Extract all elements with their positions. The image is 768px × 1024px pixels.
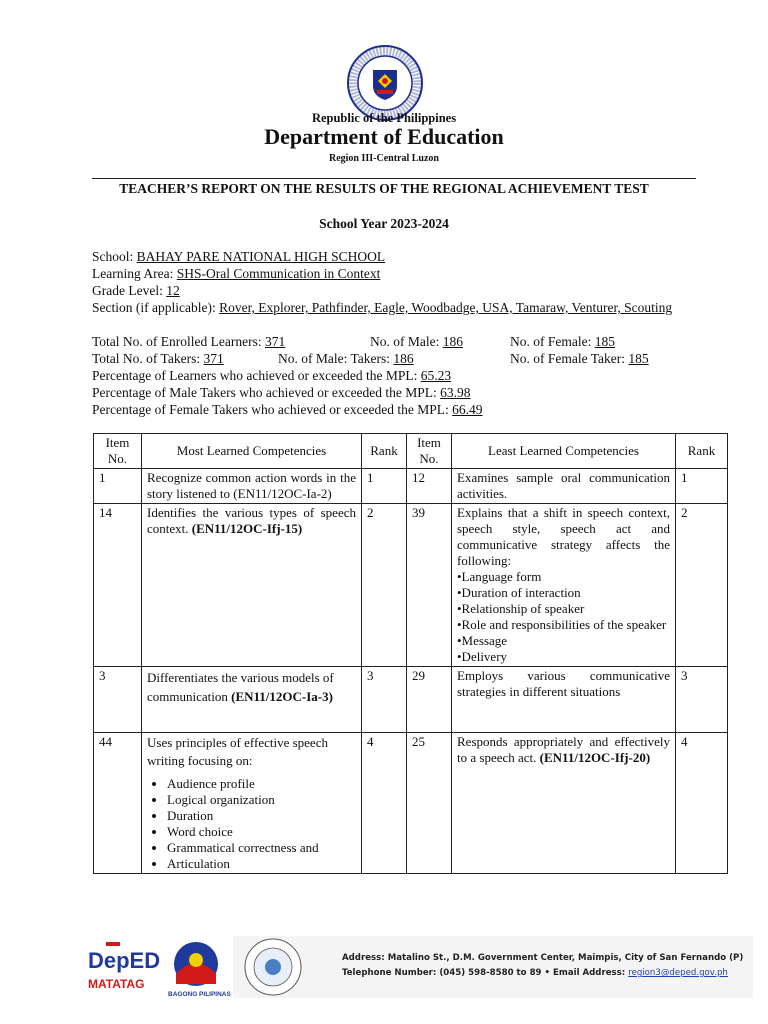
least-cell: Employs various communicative strategies in different situations [452,667,676,733]
least-cell: Examines sample oral communication activities. [452,469,676,504]
focus-list [147,776,356,872]
school-label: School: [92,249,137,264]
school-line [92,248,682,265]
footer-contact [342,951,743,981]
table-row [94,504,728,667]
rank-cell: 3 [362,667,407,733]
most-cell [142,667,362,733]
item2-cell: 29 [407,667,452,733]
rank2-cell: 3 [676,667,728,733]
male-takers-value: 186 [393,351,414,366]
school-year: School Year 2023-2024 [319,216,449,231]
email-link[interactable]: region3@deped.gov.ph [628,968,728,978]
list-item: • Duration [167,808,356,824]
pct-male-value: 63.98 [440,385,471,400]
female-takers-label: No. of Female Taker: [510,351,629,366]
item-cell: 3 [94,667,142,733]
pct-female-value: 66.49 [452,402,483,417]
male-value: 186 [442,334,463,349]
takers-label: Total No. of Takers: [92,351,204,366]
most-text: Uses principles of effective speech writing focusing on: [147,735,328,768]
col-rank-2: Rank [676,434,728,469]
section-line [92,299,682,316]
male-count [370,333,463,350]
item2-cell: 25 [407,733,452,874]
list-item: • Grammatical correctness and [167,840,356,856]
competency-code: (EN11/12OC-Ia-3) [231,689,333,704]
list-item: •Delivery [457,649,508,664]
address-line [342,951,743,966]
pct-learners-value: 65.23 [420,368,452,383]
bagong-pilipinas-text: BAGONG PILIPINAS [168,991,231,998]
least-text: Responds appropriately and effectively to a speech act. [457,734,670,765]
pct-learners-line [92,367,682,384]
most-text: Differentiates the various models of communication [147,670,334,704]
region-heading: Region III-Central Luzon [328,153,439,164]
enrolled-label: Total No. of Enrolled Learners: [92,334,265,349]
pct-female-label: Percentage of Female Takers who achieved or exceeded the MPL: [92,402,453,417]
rank2-cell: 1 [676,469,728,504]
col-least-learned: Least Learned Competencies [452,434,676,469]
most-cell: Recognize common action words in the story listened to (EN11/12OC-Ia-2) [142,469,362,504]
list-item: •Message [457,633,508,648]
pct-learners-label: Percentage of Learners who achieved or exceeded the MPL: [92,368,421,383]
list-item: • Audience profile [167,776,356,792]
competencies-table [93,433,728,874]
item-cell: 1 [94,469,142,504]
male-takers-label: No. of Male: Takers: [278,351,394,366]
female-value: 185 [594,334,615,349]
matatag-text: MATATAG [88,977,145,991]
col-most-learned: Most Learned Competencies [142,434,362,469]
pct-male-line [92,384,682,401]
male-label: No. of Male: [370,334,443,349]
phone-email-line [342,966,743,981]
most-cell [142,733,362,874]
col-item-no-2: Item No. [407,434,452,469]
rank-cell: 2 [362,504,407,667]
least-cell [452,504,676,667]
grade-level-line [92,282,682,299]
col-rank: Rank [362,434,407,469]
phone-value: (045) 598-8580 to 89 • [439,968,553,978]
school-value: BAHAY PARE NATIONAL HIGH SCHOOL [136,249,386,264]
grade-label: Grade Level: [92,283,167,298]
col-item-no: Item No. [94,434,142,469]
learning-area-value: SHS-Oral Communication in Context [176,266,381,281]
learning-area-label: Learning Area: [92,266,177,281]
address-label: Address: [342,953,388,963]
table-header-row [94,434,728,469]
male-takers-count [278,350,414,367]
list-item: •Duration of interaction [457,585,581,600]
female-takers-value: 185 [628,351,649,366]
table-row [94,469,728,504]
female-label: No. of Female: [510,334,595,349]
table-row [94,667,728,733]
pct-male-label: Percentage of Male Takers who achieved or exceeded the MPL: [92,385,441,400]
phone-label: Telephone Number: [342,968,440,978]
most-text: Identifies the various types of speech context. [147,505,356,536]
least-cell [452,733,676,874]
item2-cell: 39 [407,504,452,667]
rank2-cell: 4 [676,733,728,874]
table-row [94,733,728,874]
rank-cell: 1 [362,469,407,504]
address-value: Matalino St., D.M. Government Center, Maimpis, City of San Fernando (P) [387,953,744,963]
female-takers-count [510,350,649,367]
pct-female-line [92,401,682,418]
enrolled-value: 371 [265,334,286,349]
competency-code: (EN11/12OC-Ifj-15) [191,521,303,536]
list-item: • Word choice [167,824,356,840]
learning-area-line [92,265,682,282]
item2-cell: 12 [407,469,452,504]
header-divider [92,178,696,179]
department-heading: Department of Education [264,124,504,149]
item-cell: 14 [94,504,142,667]
takers-value: 371 [203,351,224,366]
competency-code: (EN11/12OC-Ifj-20) [539,750,651,765]
list-item: •Role and responsibilities of the speaker [457,617,667,632]
most-cell [142,504,362,667]
item-cell: 44 [94,733,142,874]
list-item: •Relationship of speaker [457,601,585,616]
section-label: Section (if applicable): [92,300,220,315]
list-item: •Language form [457,569,542,584]
email-label: Email Address: [553,968,629,978]
rank2-cell: 2 [676,504,728,667]
rank-cell: 4 [362,733,407,874]
report-title: TEACHER’S REPORT ON THE RESULTS OF THE REGIONAL ACHIEVEMENT TEST [119,181,649,196]
grade-value: 12 [166,283,180,298]
female-count [510,333,615,350]
list-item: • Articulation [167,856,356,872]
list-item: • Logical organization [167,792,356,808]
least-text: Explains that a shift in speech context, speech style, speech act and communicative strategy affects the following: [457,505,670,568]
deped-logo-text: DepED [88,948,161,973]
republic-heading: Republic of the Philippines [311,111,457,125]
section-value: Rover, Explorer, Pathfinder, Eagle, Woodbadge, USA, Tamaraw, Venturer, Scouting [219,300,673,315]
